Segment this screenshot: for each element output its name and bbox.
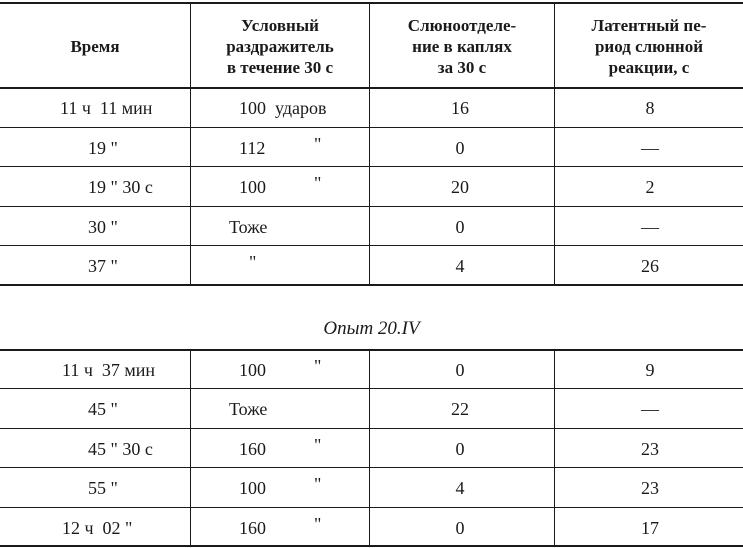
row-divider xyxy=(0,245,743,246)
row-divider xyxy=(0,127,743,128)
latent-cell: — xyxy=(641,138,659,158)
drops-cell: 0 xyxy=(455,217,465,237)
stimulus-cell: 100 xyxy=(239,478,266,498)
stimulus-cell: " xyxy=(249,252,257,272)
stimulus-cell: 112 xyxy=(239,138,266,158)
drops-cell: 0 xyxy=(455,518,465,538)
latent-cell: 23 xyxy=(641,439,659,459)
time-cell: 45 " 30 с xyxy=(88,439,153,459)
time-cell: 19 " 30 с xyxy=(88,177,153,197)
column-divider xyxy=(369,349,370,547)
drops-cell: 4 xyxy=(455,256,465,276)
stimulus-cell: Тоже xyxy=(229,217,268,237)
time-cell: 37 " xyxy=(88,256,118,276)
latent-cell: 8 xyxy=(645,98,655,118)
row-divider xyxy=(0,428,743,429)
row-divider xyxy=(0,166,743,167)
ditto-mark: " xyxy=(314,356,322,376)
latent-cell: — xyxy=(641,399,659,419)
time-cell: 11 ч 37 мин xyxy=(62,360,156,380)
table-top-rule xyxy=(0,2,743,4)
column-divider xyxy=(369,2,370,286)
header-latent-period: Латентный пе- риод слюнной реакции, с xyxy=(591,15,707,77)
column-divider xyxy=(554,349,555,547)
ditto-mark: " xyxy=(314,134,322,154)
column-divider xyxy=(190,2,191,286)
experiment-caption: Опыт 20.IV xyxy=(323,318,420,339)
section-1-bottom-rule xyxy=(0,284,743,286)
section-2-top-rule xyxy=(0,349,743,351)
drops-cell: 0 xyxy=(455,360,465,380)
latent-cell: 2 xyxy=(645,177,655,197)
drops-cell: 0 xyxy=(455,439,465,459)
stimulus-cell: Тоже xyxy=(229,399,268,419)
latent-cell: 23 xyxy=(641,478,659,498)
ditto-mark: " xyxy=(314,514,322,534)
drops-cell: 16 xyxy=(451,98,469,118)
time-cell: 19 " xyxy=(88,138,118,158)
stimulus-cell: 160 xyxy=(239,518,266,538)
ditto-mark: " xyxy=(314,474,322,494)
latent-cell: — xyxy=(641,217,659,237)
drops-cell: 4 xyxy=(455,478,465,498)
time-cell: 55 " xyxy=(88,478,118,498)
ditto-mark: " xyxy=(314,173,322,193)
stimulus-cell: 100 xyxy=(239,360,266,380)
latent-cell: 26 xyxy=(641,256,659,276)
time-cell: 30 " xyxy=(88,217,118,237)
time-cell: 45 " xyxy=(88,399,118,419)
row-divider xyxy=(0,467,743,468)
latent-cell: 9 xyxy=(645,360,655,380)
column-divider xyxy=(554,2,555,286)
header-salivation: Слюноотделе- ние в каплях за 30 с xyxy=(407,15,517,77)
time-cell: 12 ч 02 " xyxy=(62,518,133,538)
drops-cell: 0 xyxy=(455,138,465,158)
column-divider xyxy=(190,349,191,547)
row-divider xyxy=(0,388,743,389)
stimulus-cell: 100 ударов xyxy=(239,98,327,118)
header-bottom-rule xyxy=(0,87,743,89)
drops-cell: 20 xyxy=(451,177,469,197)
latent-cell: 17 xyxy=(641,518,659,538)
header-stimulus: Условный раздражитель в течение 30 с xyxy=(226,15,334,77)
stimulus-cell: 160 xyxy=(239,439,266,459)
time-cell: 11 ч 11 мин xyxy=(60,98,153,118)
header-time: Время xyxy=(70,36,120,56)
row-divider xyxy=(0,206,743,207)
ditto-mark: " xyxy=(314,435,322,455)
stimulus-cell: 100 xyxy=(239,177,266,197)
table-bottom-rule xyxy=(0,545,743,547)
drops-cell: 22 xyxy=(451,399,469,419)
row-divider xyxy=(0,507,743,508)
